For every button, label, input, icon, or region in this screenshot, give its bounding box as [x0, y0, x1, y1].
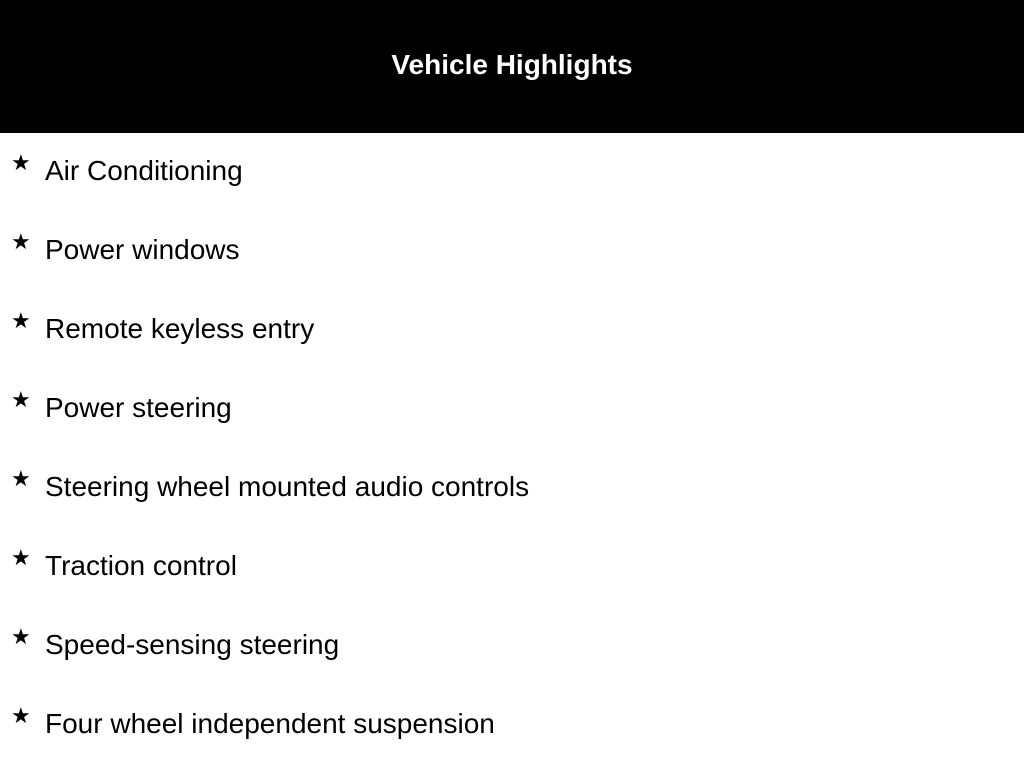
highlight-label: Traction control: [45, 550, 237, 581]
list-item: [0, 624, 1024, 710]
star-icon: ★: [11, 545, 31, 570]
star-icon: ★: [11, 466, 31, 491]
highlight-label: Steering wheel mounted audio controls: [45, 471, 530, 502]
list-item: [0, 308, 1024, 394]
highlight-label: Speed-sensing steering: [45, 629, 340, 660]
star-icon: ★: [11, 229, 31, 254]
list-item: [0, 545, 1024, 631]
star-icon: ★: [11, 703, 31, 728]
star-icon: ★: [11, 308, 31, 333]
list-item: [0, 466, 1024, 552]
list-item: [0, 387, 1024, 473]
highlight-label: Power steering: [45, 392, 232, 423]
list-item: [0, 229, 1024, 315]
highlights-list: [0, 150, 1024, 768]
highlight-label: Four wheel independent suspension: [45, 708, 495, 739]
header-banner: [0, 0, 1024, 133]
highlight-label: Power windows: [45, 234, 240, 265]
highlight-label: Air Conditioning: [45, 155, 243, 186]
highlight-label: Remote keyless entry: [45, 313, 315, 344]
star-icon: ★: [11, 624, 31, 649]
list-item: [0, 150, 1024, 236]
star-icon: ★: [11, 150, 31, 175]
list-item: [0, 703, 1024, 768]
star-icon: ★: [11, 387, 31, 412]
page-title: Vehicle Highlights: [391, 48, 633, 80]
